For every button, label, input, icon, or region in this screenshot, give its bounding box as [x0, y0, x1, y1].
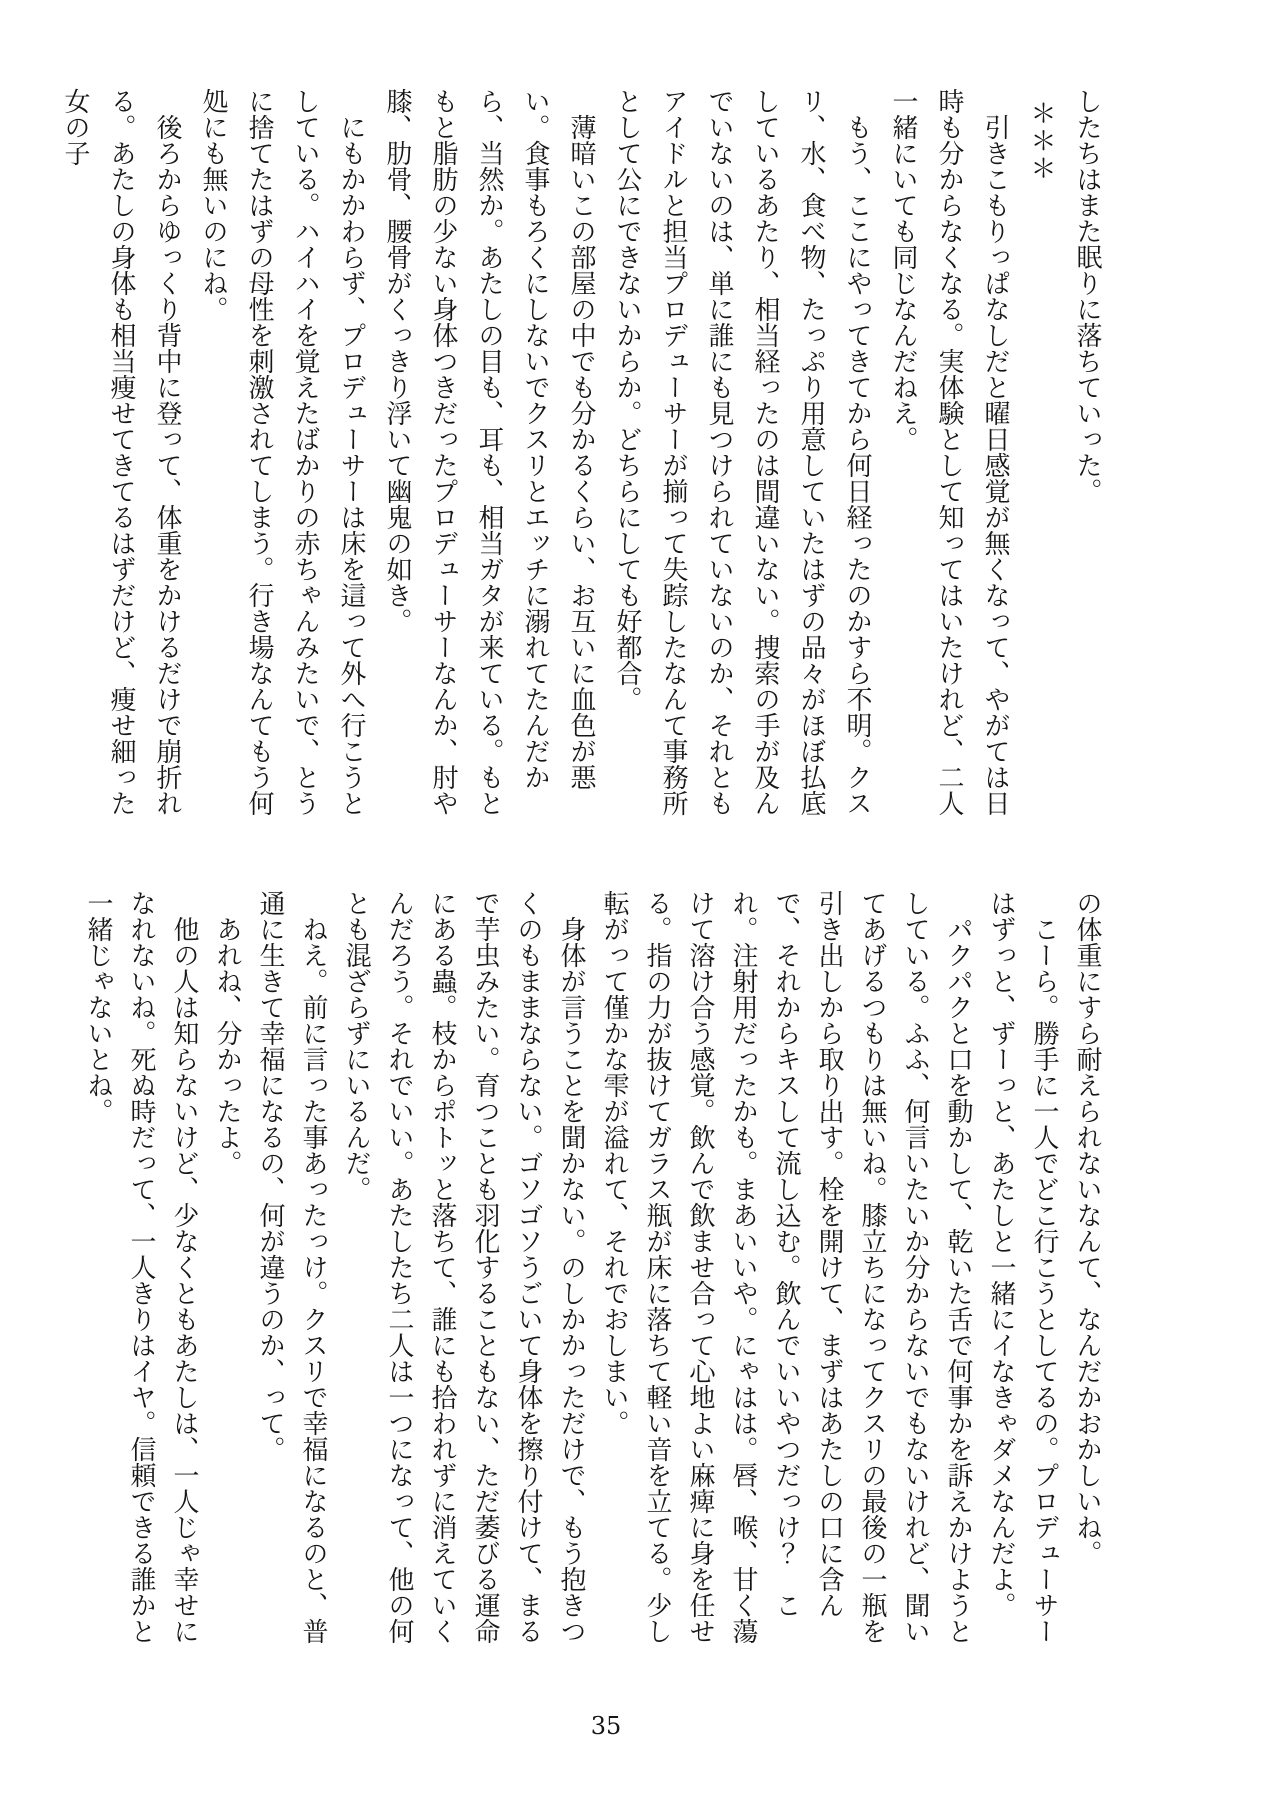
- paragraph: 引きこもりっぱなしだと曜日感覚が無くなって、やがては日時も分からなくなる。実体験として知ってはいたけれど、二人一緒にいても同じなんだねえ。: [888, 88, 1010, 816]
- paragraph: あれね、分かったよ。: [212, 916, 242, 1176]
- paragraph: パクパクと口を動かして、乾いた舌で何事かを訴えかけようとしている。ふふ、何言いたいか分からないでもないけれど、聞いてあげるつもりは無いね。膝立ちになってクスリの最後の一瓶を引き出しから取り出す。栓を開けて、まずはあたしの口に含んで、それからキスして流し込む。飲んでいいやつだっけ？ これ。注射用だったかも。まあいいや。にゃはは。唇、喉、甘く蕩けて溶け合う感覚。飲んで飲ませ合って心地よい麻痺に身を任せる。指の力が抜けてガラス瓶が床に落ちて軽い音を立てる。少し転がって僅かな雫が溢れて、それでおしまい。: [599, 890, 973, 1644]
- paragraph: 後ろからゆっくり背中に登って、体重をかけるだけで崩折れる。あたしの身体も相当痩せてきてるはずだけど、痩せ細った女の子: [60, 88, 182, 816]
- paragraph-continuation: の体重にすら耐えられないなんて、なんだかおかしいね。: [1072, 890, 1102, 1566]
- page-number: 35: [590, 1712, 622, 1740]
- paragraph-continuation: したちはまた眠りに落ちていった。: [1072, 88, 1102, 504]
- text-block-bottom: [76, 890, 1108, 1668]
- paragraph: 薄暗いこの部屋の中でも分かるくらい、お互いに血色が悪い。食事もろくにしないでクスリとエッチに溺れてたんだから、当然か。あたしの目も、耳も、相当ガタが来ている。もともと脂肪の少ない身体つきだったプロデューサーなんか、肘や膝、肋骨、腰骨がくっきり浮いて幽鬼の如き。: [382, 88, 596, 816]
- paragraph: 身体が言うことを聞かない。のしかかっただけで、もう抱きつくのもままならない。ゴソゴソうごいて身体を擦り付けて、まるで芋虫みたい。育つことも羽化することもない、ただ萎びる運命にある蟲。枝からポトッと落ちて、誰にも拾われずに消えていくんだろう。それでいい。あたしたち二人は一つになって、他の何とも混ざらずにいるんだ。: [341, 890, 586, 1644]
- paragraph: にもかかわらず、プロデューサーは床を這って外へ行こうとしている。ハイハイを覚えたばかりの赤ちゃんみたいで、とうに捨てたはずの母性を刺激されてしまう。行き場なんてもう何処にも無いのにね。: [198, 88, 366, 816]
- text-block-top: [52, 88, 1110, 816]
- paragraph: こーら。勝手に一人でどこ行こうとしてるの。プロデューサーはずっと、ずーっと、あたしと一緒にイなきゃダメなんだよ。: [986, 890, 1059, 1644]
- paragraph: 他の人は知らないけど、少なくともあたしは、一人じゃ幸せになれないね。死ぬ時だって、一人きりはイヤ。信頼できる誰かと一緒じゃないとね。: [83, 890, 199, 1644]
- paragraph: ねえ。前に言った事あったっけ。クスリで幸福になるのと、普通に生きて幸福になるの、何が違うのか、って。: [255, 890, 328, 1644]
- section-divider: ＊＊＊: [1026, 99, 1056, 182]
- paragraph: もう、ここにやってきてから何日経ったのかすら不明。クスリ、水、食べ物、たっぷり用意していたはずの品々がほぼ払底しているあたり、相当経ったのは間違いない。捜索の手が及んでいないのは、単に誰にも見つけられていないのか、それともアイドルと担当プロデューサーが揃って失踪したなんて事務所として公にできないからか。どちらにしても好都合。: [612, 88, 872, 816]
